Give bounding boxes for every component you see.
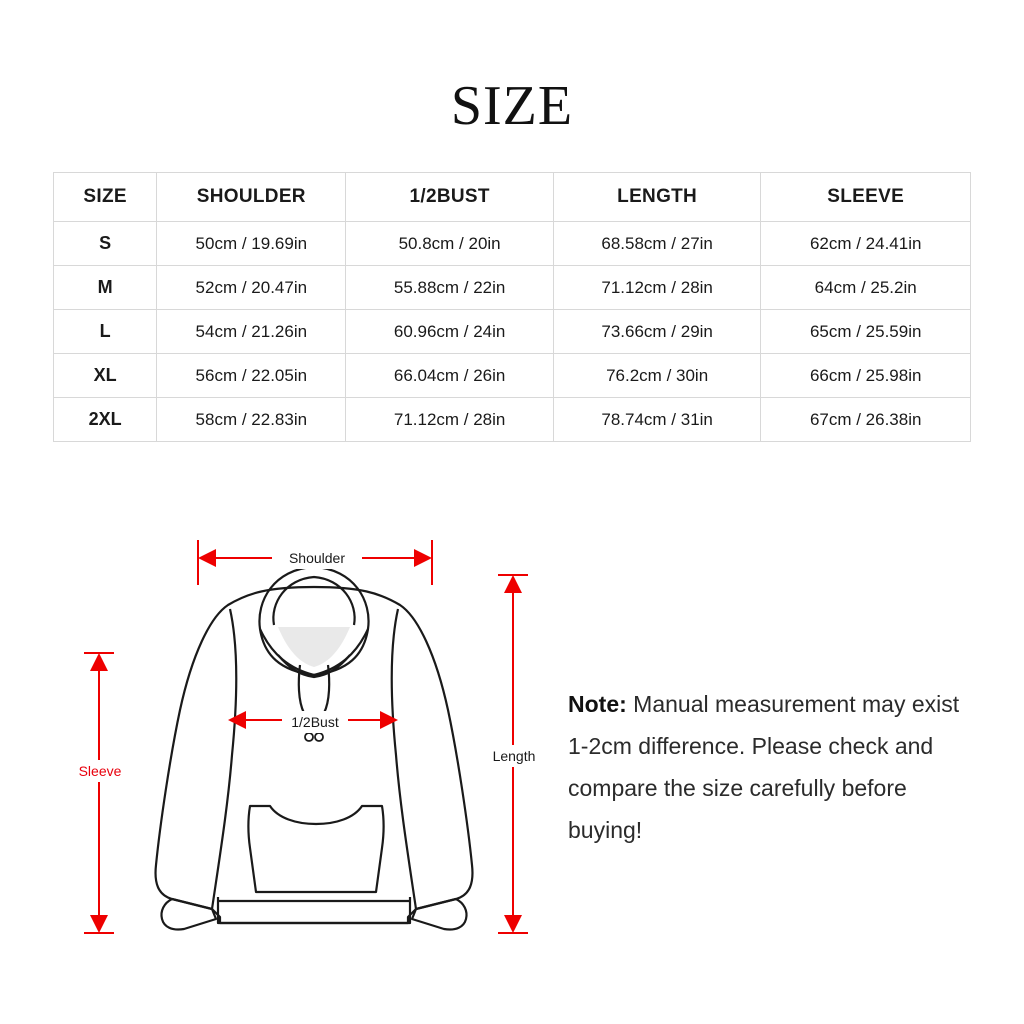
cell-shoulder: 52cm / 20.47in: [157, 266, 346, 310]
cell-length: 73.66cm / 29in: [553, 310, 761, 354]
sleeve-label: Sleeve: [78, 763, 122, 779]
hoodie-measurement-diagram: [60, 505, 560, 975]
cell-bust: 71.12cm / 28in: [346, 398, 554, 442]
cell-bust: 66.04cm / 26in: [346, 354, 554, 398]
cell-size: 2XL: [54, 398, 157, 442]
cell-size: S: [54, 222, 157, 266]
cell-sleeve: 67cm / 26.38in: [761, 398, 971, 442]
note-prefix: Note:: [568, 691, 627, 717]
cell-shoulder: 50cm / 19.69in: [157, 222, 346, 266]
table-row: [54, 398, 971, 442]
size-chart-table: [53, 172, 971, 442]
shoulder-label: Shoulder: [288, 550, 346, 566]
cell-bust: 60.96cm / 24in: [346, 310, 554, 354]
cell-shoulder: 58cm / 22.83in: [157, 398, 346, 442]
cell-sleeve: 62cm / 24.41in: [761, 222, 971, 266]
cell-size: L: [54, 310, 157, 354]
cell-length: 71.12cm / 28in: [553, 266, 761, 310]
cell-sleeve: 65cm / 25.59in: [761, 310, 971, 354]
table-row: [54, 266, 971, 310]
hoodie-illustration: [156, 567, 473, 930]
cell-bust: 55.88cm / 22in: [346, 266, 554, 310]
cell-length: 78.74cm / 31in: [553, 398, 761, 442]
cell-bust: 50.8cm / 20in: [346, 222, 554, 266]
half-bust-label: 1/2Bust: [291, 714, 339, 730]
page-title: SIZE: [450, 75, 574, 137]
cell-sleeve: 66cm / 25.98in: [761, 354, 971, 398]
cell-shoulder: 56cm / 22.05in: [157, 354, 346, 398]
measurement-note: [568, 683, 968, 851]
cell-length: 68.58cm / 27in: [553, 222, 761, 266]
note-text: Manual measurement may exist 1-2cm difference. Please check and compare the size carefully before buying!: [568, 691, 960, 843]
column-header-shoulder: SHOULDER: [157, 173, 346, 222]
table-row: [54, 222, 971, 266]
column-header-sleeve: SLEEVE: [761, 173, 971, 222]
table-row: [54, 310, 971, 354]
table-row: [54, 354, 971, 398]
column-header-size: SIZE: [54, 173, 157, 222]
column-header-length: LENGTH: [553, 173, 761, 222]
cell-shoulder: 54cm / 21.26in: [157, 310, 346, 354]
sleeve-measure-arrow: [84, 653, 114, 933]
cell-size: XL: [54, 354, 157, 398]
column-header-bust: 1/2BUST: [346, 173, 554, 222]
length-label: Length: [492, 748, 536, 764]
cell-size: M: [54, 266, 157, 310]
table-header-row: [54, 173, 971, 222]
cell-length: 76.2cm / 30in: [553, 354, 761, 398]
cell-sleeve: 64cm / 25.2in: [761, 266, 971, 310]
